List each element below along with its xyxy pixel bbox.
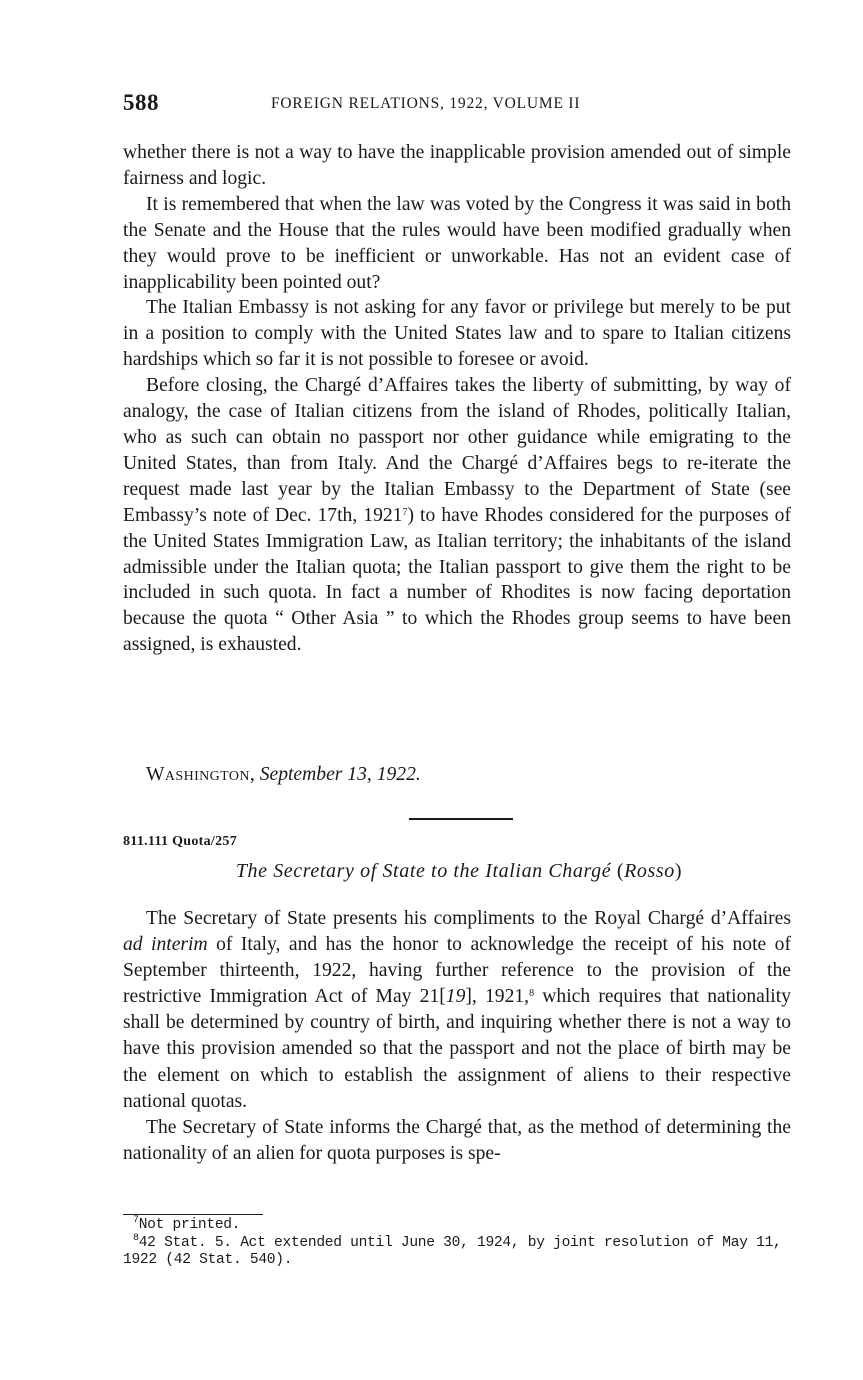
editorial-correction: 19	[445, 986, 466, 1008]
footnotes	[123, 1217, 799, 1270]
paragraph: The Italian Embassy is not asking for any favor or privilege but merely to be put in a position to comply with the United States law and to spare to Italian citizens hardships which so far it is not possible to foresee or avoid.	[123, 297, 791, 371]
footnote-reference[interactable]: 7	[402, 506, 408, 518]
page-number: 588	[123, 90, 159, 115]
file-number: 811.111 Quota/257	[123, 834, 238, 849]
running-title: FOREIGN RELATIONS, 1922, VOLUME II	[271, 95, 581, 112]
paragraph-text: which requires that nationality shall be determined by country of birth, and inquiring whether there is not a way to have this provision amended so that the passport and not the place of birth may be the element on which to establish the assignment of aliens to their respective national quotas.	[123, 986, 791, 1112]
paragraph-text: ) to have Rhodes considered for the purposes of the United States Immigration Law, as Italian territory; the inhabitants of the island admissible under the Italian quota; the Italian passport to give them the right to be included in such quota. In fact a number of Rhodites is now facing deportation because the quota “ Other Asia ” to which the Rhodes group seems to have been assigned, is exhausted.	[123, 504, 791, 656]
footnote	[123, 1217, 799, 1235]
heading-recipient-name: Rosso	[624, 860, 675, 882]
footnote-text: Not printed.	[138, 1217, 241, 1233]
paragraph	[123, 373, 791, 658]
running-header	[123, 90, 795, 120]
footnote	[123, 1232, 799, 1270]
heading-paren: )	[674, 860, 683, 882]
note-body	[123, 906, 791, 1167]
paragraph: whether there is not a way to have the inapplicable provision amended out of simple fairness and logic.	[123, 142, 791, 189]
paragraph: The Secretary of State informs the Chargé that, as the method of determining the nationality of an alien for quota purposes is spe-	[123, 1116, 791, 1164]
dateline: Washington, September 13, 1922.	[146, 764, 421, 785]
paragraph-text: Before closing, the Chargé d’Affaires takes the liberty of submitting, by way of analogy, the case of Italian citizens from the island of Rhodes, politically Italian, who as such can obtain no passport nor other guidance while emigrating to the United States, than from Italy. And the Chargé d’Affaires begs to re-iterate the request made last year by the Italian Embassy to the Department of State (see Embassy’s note of Dec. 17th, 1921	[123, 375, 791, 526]
document-heading	[123, 860, 795, 883]
dateline-date: September 13, 1922.	[259, 764, 421, 785]
paragraph: It is remembered that when the law was voted by the Congress it was said in both the Senate and the House that the rules would have been modified gradually when they would prove to be inefficient or unworkable. Has not an evident case of inapplicability been pointed out?	[123, 193, 791, 293]
footnote-mark: 7	[133, 1215, 139, 1226]
continued-note-body	[123, 140, 791, 658]
footnote-rule	[123, 1214, 263, 1215]
heading-title: The Secretary of State to the Italian Chargé	[235, 860, 612, 882]
section-divider	[409, 818, 513, 820]
italic-phrase: ad interim	[123, 934, 208, 956]
footnote-reference[interactable]: 8	[529, 988, 535, 1000]
paragraph-text: ], 1921,	[465, 986, 530, 1008]
heading-paren: (	[616, 860, 625, 882]
paragraph-text: of Italy, and has the honor to acknowledge the receipt of his note of September thirteenth, 1922, having further reference to the provision of the restrictive Immigration Act of May 21[	[123, 934, 792, 1008]
paragraph	[123, 906, 791, 1115]
footnote-mark: 8	[133, 1232, 139, 1244]
footnote-text: 42 Stat. 5. Act extended until June 30, 1924, by joint resolution of May 11, 1922 (42 Stat. 540).	[123, 1234, 782, 1268]
dateline-place: Washington	[146, 764, 250, 785]
paragraph-text: The Secretary of State presents his compliments to the Royal Chargé d’Affaires	[146, 908, 791, 929]
